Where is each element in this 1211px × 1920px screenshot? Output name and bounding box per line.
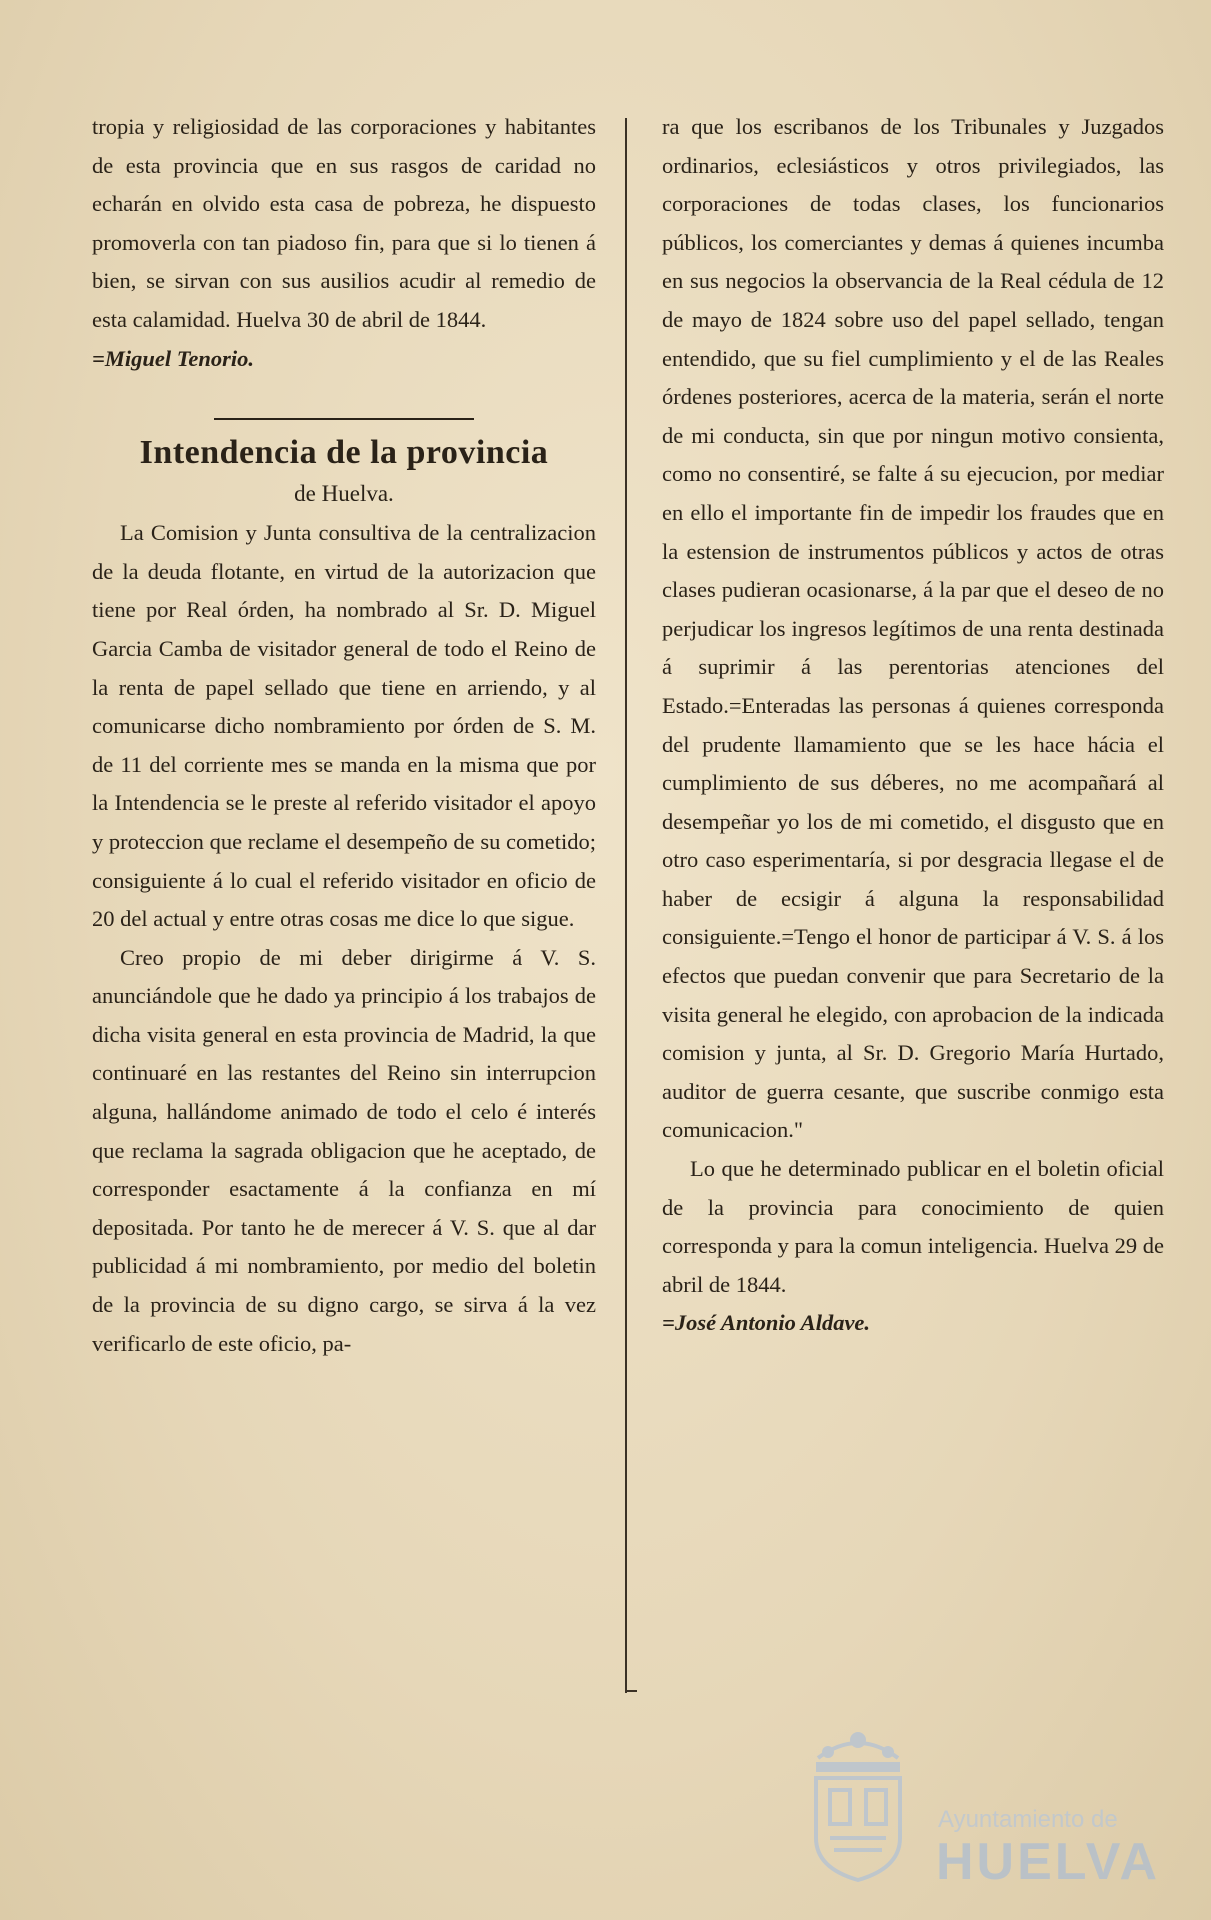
section-heading: Intendencia de la provincia bbox=[139, 434, 549, 472]
column-divider bbox=[625, 118, 627, 1693]
left-column bbox=[92, 108, 596, 1363]
right-para-2: Lo que he determinado publicar en el boletin oficial de la provincia para conocimiento de quien corresponda y para la comun inteligencia. Huelva 29 de abril de 1844. bbox=[662, 1156, 1164, 1297]
section-rule bbox=[214, 418, 474, 420]
crest-icon bbox=[798, 1718, 918, 1886]
watermark-line-2: HUELVA bbox=[936, 1833, 1161, 1891]
right-column bbox=[662, 108, 1164, 1343]
watermark-line-1: Ayuntamiento de bbox=[938, 1806, 1118, 1833]
signature-tenorio: =Miguel Tenorio. bbox=[92, 345, 255, 371]
watermark-ayuntamiento-huelva bbox=[798, 1718, 1161, 1891]
column-divider-cap bbox=[625, 1690, 637, 1692]
left-para-1: La Comision y Junta consultiva de la centralizacion de la deuda flotante, en virtud de la autorizacion que tiene por Real órden, ha nombrado al Sr. D. Miguel Garcia Camba de visitador general de todo el Reino de la renta de papel sellado que tiene en arriendo, y al comunicarse dicho nombramiento por órden de S. M. de 11 del corriente mes se manda en la misma que por la Intendencia se le preste al referido visitador el apoyo y proteccion que reclame el desempeño de su cometido; consiguiente á lo cual el referido visitador en oficio de 20 del actual y entre otras cosas me dice lo que sigue. bbox=[92, 520, 596, 932]
left-para-top: tropia y religiosidad de las corporaciones y habitantes de esta provincia que en sus rasgos de caridad no echarán en olvido esta casa de pobreza, he dispuesto promoverla con tan piadoso fin, para que si lo tienen á bien, se sirvan con sus ausilios acudir al remedio de esta calamidad. Huelva 30 de abril de 1844. bbox=[92, 114, 596, 332]
left-para-2: Creo propio de mi deber dirigirme á V. S. anunciándole que he dado ya principio á los trabajos de dicha visita general en esta provincia de Madrid, la que continuaré en las restantes del Reino sin interrupcion alguna, hallándome animado de todo el celo é interés que reclama la sagrada obligacion que he aceptado, de corresponder esactamente á la confianza en mí depositada. Por tanto he de merecer á V. S. que al dar publicidad á mi nombramiento, por medio del boletin de la provincia de su digno cargo, se sirva á la vez verificarlo de este oficio, pa- bbox=[92, 944, 596, 1356]
right-para-1: ra que los escribanos de los Tribunales y Juzgados ordinarios, eclesiásticos y otros privilegiados, las corporaciones de todas clases, los funcionarios públicos, los comerciantes y demas á quienes incumba en sus negocios la observancia de la Real cédula de 12 de mayo de 1824 sobre uso del papel sellado, tengan entendido, que su fiel cumplimiento y el de las Reales órdenes posteriores, acerca de la materia, serán el norte de mi conducta, sin que por ningun motivo consienta, como no consentiré, se falte á su ejecucion, por mediar en ello el importante fin de impedir los fraudes que en la estension de instrumentos públicos y actos de otras clases pudieran ocasionarse, á la par que el deseo de no perjudicar los ingresos legítimos de una renta destinada á suprimir á las perentorias atenciones del Estado.=Enteradas las personas á quienes corresponda del prudente llamamiento que se les hace hácia el cumplimiento de sus déberes, no me acompañará al desempeñar yo los de mi cometido, el disgusto que en otro caso esperimentaría, si por desgracia llegase el de haber de ecsigir á alguna la responsabilidad consiguiente.=Tengo el honor de participar á V. S. á los efectos que puedan convenir que para Secretario de la visita general he elegido, con aprobacion de la indicada comision y junta, al Sr. D. Gregorio María Hurtado, auditor de guerra cesante, que suscribe conmigo esta comunicacion." bbox=[662, 114, 1164, 1143]
signature-aldave: =José Antonio Aldave. bbox=[662, 1310, 871, 1336]
section-subheading: de Huelva. bbox=[294, 481, 394, 507]
